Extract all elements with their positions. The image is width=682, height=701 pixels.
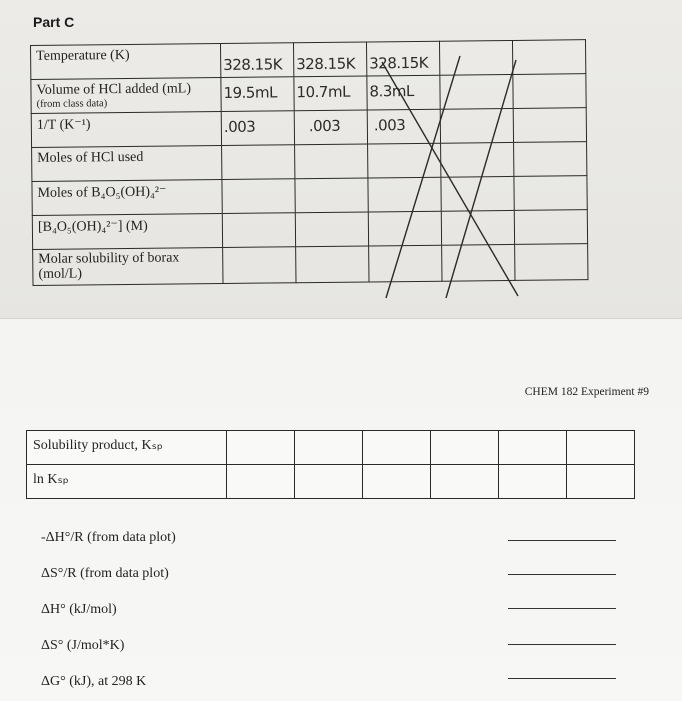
row-label-ksp: Solubility product, Kₛₚ <box>27 431 227 465</box>
empty-cell[interactable] <box>431 431 499 465</box>
row-label-temperature: Temperature (K) <box>31 44 221 80</box>
part-title: Part C <box>33 14 75 30</box>
course-label: CHEM 182 Experiment #9 <box>524 386 649 398</box>
answer-line[interactable] <box>508 644 616 645</box>
handwritten-value: .003 <box>373 116 406 135</box>
empty-cell[interactable] <box>363 431 431 465</box>
empty-cell[interactable] <box>227 431 295 465</box>
empty-cell[interactable] <box>431 465 499 499</box>
row-label-ln-ksp: ln Kₛₚ <box>27 465 227 499</box>
handwritten-value: 328.15K <box>296 54 356 74</box>
empty-cell[interactable] <box>499 431 567 465</box>
empty-cell[interactable] <box>295 431 363 465</box>
empty-cell[interactable] <box>499 465 567 499</box>
handwritten-value: 10.7mL <box>296 82 350 102</box>
ksp-table <box>26 430 635 499</box>
answer-line[interactable] <box>508 678 616 679</box>
empty-cell[interactable] <box>567 431 635 465</box>
row-label-borate-concentration: [B₄O₅(OH)₄²⁻] (M) <box>32 213 222 249</box>
question-enthalpy-over-r: -ΔH°/R (from data plot) <box>41 530 176 545</box>
empty-cell[interactable] <box>567 465 635 499</box>
handwritten-value: .003 <box>308 116 341 136</box>
row-label-moles-borate: Moles of B₄O₅(OH)₄²⁻ <box>32 179 222 215</box>
table-row <box>27 465 635 499</box>
question-gibbs-energy: ΔG° (kJ), at 298 K <box>41 674 147 689</box>
cross-out-mark <box>0 0 682 318</box>
handwritten-value: 328.15K <box>369 53 429 73</box>
table-row <box>27 431 635 465</box>
question-enthalpy: ΔH° (kJ/mol) <box>41 602 117 617</box>
row-label-moles-hcl: Moles of HCl used <box>32 145 222 181</box>
question-entropy: ΔS° (J/mol*K) <box>41 638 125 653</box>
row-label-inverse-temperature: 1/T (K⁻¹) <box>31 112 221 148</box>
question-entropy-over-r: ΔS°/R (from data plot) <box>41 566 169 581</box>
handwritten-value: .003 <box>223 117 256 136</box>
row-label-molar-solubility: Molar solubility of borax (mol/L) <box>33 247 223 285</box>
answer-line[interactable] <box>508 540 616 541</box>
volume-note: (from class data) <box>36 98 108 110</box>
answer-line[interactable] <box>508 608 616 609</box>
answer-line[interactable] <box>508 574 616 575</box>
volume-label: Volume of HCl added (mL) <box>36 81 192 98</box>
empty-cell[interactable] <box>295 465 363 499</box>
empty-cell[interactable] <box>363 465 431 499</box>
handwritten-value: 8.3mL <box>369 81 414 101</box>
empty-cell[interactable] <box>227 465 295 499</box>
handwritten-value: 328.15K <box>223 55 283 74</box>
handwritten-value: 19.5mL <box>223 83 277 102</box>
